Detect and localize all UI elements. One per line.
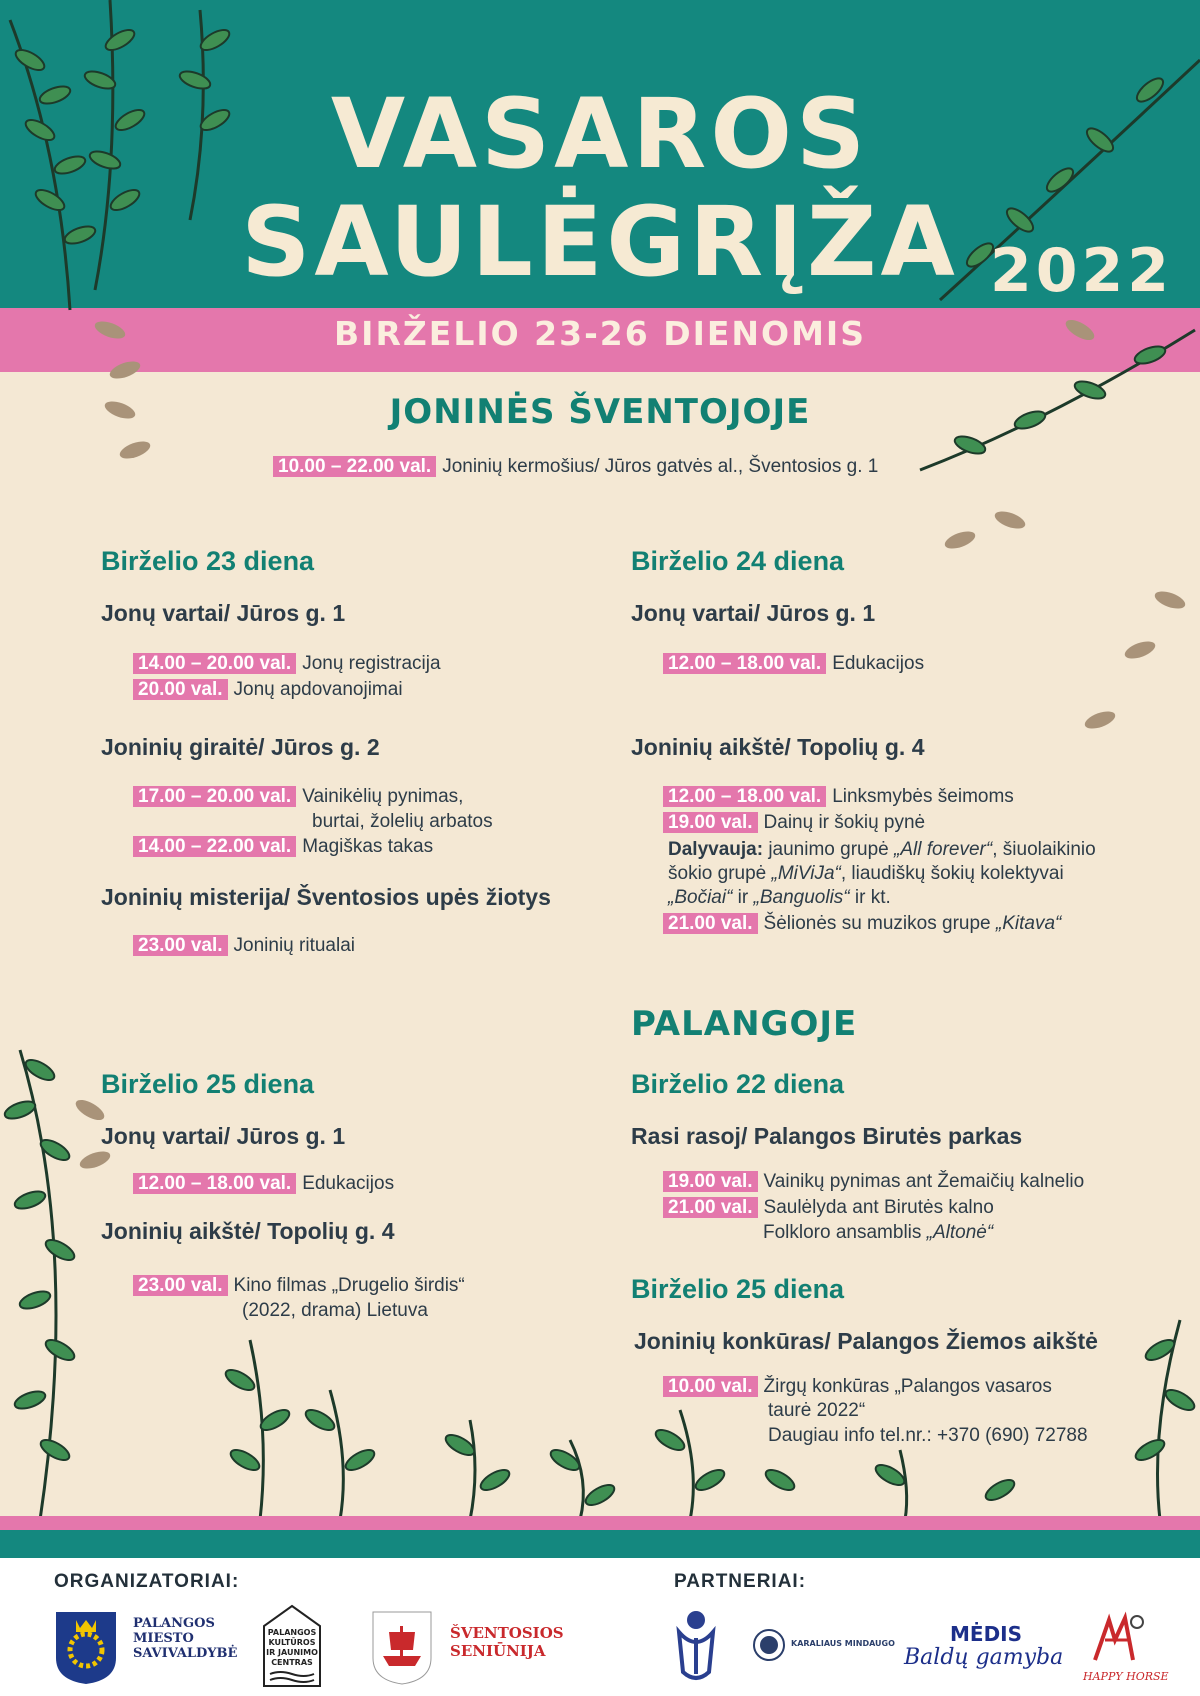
happy-horse-logo-icon <box>1085 1610 1155 1668</box>
org1-line: MIESTO <box>133 1631 194 1646</box>
palanga-day22-venue: Rasi rasoj/ Palangos Birutės parkas <box>631 1123 1023 1149</box>
event-text: Joninių ritualai <box>233 935 355 956</box>
time-badge: 12.00 – 18.00 val. <box>663 786 826 807</box>
time-badge: 21.00 val. <box>663 1197 758 1218</box>
heading-sventoji: JONINĖS ŠVENTOJOJE <box>389 392 811 432</box>
footer-strip-pink <box>0 1516 1200 1530</box>
time-badge: 14.00 – 22.00 val. <box>133 836 296 857</box>
event-text: Edukacijos <box>832 653 925 674</box>
participants-line-1 <box>668 837 1096 862</box>
karaliaus-mindaugo-seal-icon <box>752 1628 786 1662</box>
event-row <box>663 1374 1052 1399</box>
event-row <box>133 784 463 809</box>
event-text-cont <box>763 1220 993 1245</box>
day25-venue1: Jonų vartai/ Jūros g. 1 <box>101 1123 346 1149</box>
day23-title: Birželio 23 diena <box>101 546 315 576</box>
event-row <box>663 1169 1084 1194</box>
event-text-cont: taurė 2022“ <box>768 1400 866 1421</box>
participants-text: , liaudiškų šokių kolektyvai <box>840 863 1064 884</box>
event-text: Jonų apdovanojimai <box>233 679 403 700</box>
participants-line-2 <box>668 861 1064 886</box>
event-text: Jonų registracija <box>302 653 441 674</box>
event-row <box>133 651 441 676</box>
event-row <box>663 651 924 676</box>
day23-venue3: Joninių misterija/ Šventosios upės žiotys <box>101 884 551 910</box>
group-name: „Banguolis“ <box>753 887 850 908</box>
event-text-cont: (2022, drama) Lietuva <box>242 1300 428 1321</box>
day24-title: Birželio 24 diena <box>631 546 845 576</box>
organizers-label: ORGANIZATORIAI: <box>54 1571 240 1592</box>
time-badge: 10.00 val. <box>663 1376 758 1397</box>
day23-venue2: Joninių giraitė/ Jūros g. 2 <box>101 734 380 760</box>
participants-text: ir kt. <box>849 887 891 908</box>
group-name: „All forever“ <box>894 839 993 860</box>
org3-line: ŠVENTOSIOS <box>450 1624 564 1642</box>
sventoji-ship-coat-icon <box>371 1610 433 1686</box>
event-row <box>663 1195 994 1220</box>
participants-text: šokio grupė <box>668 863 772 884</box>
org1-logo-text <box>133 1616 237 1661</box>
group-name: „Bočiai“ <box>668 887 733 908</box>
fair-event <box>273 454 878 479</box>
time-badge: 12.00 – 18.00 val. <box>133 1173 296 1194</box>
org2-line: PALANGOS <box>267 1628 317 1637</box>
event-text: Saulėlyda ant Birutės kalno <box>763 1197 994 1218</box>
event-row <box>133 1273 465 1298</box>
palanga-day25-venue: Joninių konkūras/ Palangos Žiemos aikštė <box>634 1328 1098 1354</box>
group-name: „MiViJa“ <box>771 863 841 884</box>
title-line-2: SAULĖGRĮŽA <box>241 186 959 298</box>
org3-line: SENIŪNIJA <box>450 1642 546 1660</box>
medis-logo-text: MĖDIS <box>950 1622 1023 1646</box>
event-row <box>133 933 355 958</box>
time-badge: 10.00 – 22.00 val. <box>273 456 436 477</box>
event-text: Šėlionės su muzikos grupe <box>763 913 996 934</box>
partners-label: PARTNERIAI: <box>674 1571 807 1592</box>
org2-line: KULTŪROS <box>268 1638 316 1647</box>
day24-venue2: Joninių aikštė/ Topolių g. 4 <box>631 734 925 760</box>
time-badge: 12.00 – 18.00 val. <box>663 653 826 674</box>
day25-venue2: Joninių aikštė/ Topolių g. 4 <box>101 1218 395 1244</box>
time-badge: 19.00 val. <box>663 812 758 833</box>
org2-logo-text <box>264 1628 320 1668</box>
participants-text: jaunimo grupė <box>768 839 895 860</box>
event-text: Kino filmas „Drugelio širdis“ <box>233 1275 465 1296</box>
palanga-day22-title: Birželio 22 diena <box>631 1069 845 1099</box>
time-badge: 17.00 – 20.00 val. <box>133 786 296 807</box>
time-badge: 20.00 val. <box>133 679 228 700</box>
org2-line: IR JAUNIMO <box>266 1648 318 1657</box>
participants-text: , šiuolaikinio <box>992 839 1096 860</box>
day24-venue1: Jonų vartai/ Jūros g. 1 <box>631 600 876 626</box>
event-text: Edukacijos <box>302 1173 395 1194</box>
participants-line-3 <box>668 885 891 910</box>
event-row <box>663 810 925 835</box>
happy-horse-text: HAPPY HORSE <box>1083 1670 1169 1683</box>
org1-line: PALANGOS <box>133 1616 215 1631</box>
band-name: „Kitava“ <box>995 913 1062 934</box>
org3-logo-text <box>450 1624 564 1660</box>
participants-label: Dalyvauja: <box>668 839 764 860</box>
palanga-day25-title: Birželio 25 diena <box>631 1274 845 1304</box>
time-badge: 23.00 val. <box>133 1275 228 1296</box>
event-text: Vainikėlių pynimas, <box>302 786 464 807</box>
event-text: Joninių kermošius/ Jūros gatvės al., Šventosios g. 1 <box>442 456 879 477</box>
partner2-logo-text: KARALIAUS MINDAUGO <box>791 1639 895 1648</box>
event-row <box>133 834 433 859</box>
event-text: Magiškas takas <box>302 836 434 857</box>
dates-banner: BIRŽELIO 23-26 DIENOMIS <box>334 314 866 353</box>
ensemble-name: „Altonė“ <box>926 1222 994 1243</box>
participants-text: ir <box>732 887 754 908</box>
event-text: Folkloro ansamblis <box>763 1222 927 1243</box>
time-badge: 19.00 val. <box>663 1171 758 1192</box>
event-text: Žirgų konkūras „Palangos vasaros <box>763 1376 1052 1397</box>
year: 2022 <box>990 236 1173 306</box>
event-text: Linksmybės šeimoms <box>832 786 1014 807</box>
time-badge: 23.00 val. <box>133 935 228 956</box>
time-badge: 21.00 val. <box>663 913 758 934</box>
org2-line: CENTRAS <box>271 1658 313 1667</box>
footer-strip-teal <box>0 1530 1200 1558</box>
day25-title: Birželio 25 diena <box>101 1069 315 1099</box>
heading-palanga: PALANGOJE <box>631 1004 858 1044</box>
lyre-logo-icon <box>671 1608 721 1688</box>
title-line-1: VASAROS <box>330 78 870 190</box>
event-row <box>663 911 1061 936</box>
baldu-gamyba-text: Baldų gamyba <box>904 1645 1064 1670</box>
event-text: Dainų ir šokių pynė <box>763 812 926 833</box>
time-badge: 14.00 – 20.00 val. <box>133 653 296 674</box>
day23-venue1: Jonų vartai/ Jūros g. 1 <box>101 600 346 626</box>
event-row <box>133 1171 394 1196</box>
event-text-cont: burtai, žolelių arbatos <box>312 811 493 832</box>
event-row <box>663 784 1014 809</box>
org1-line: SAVIVALDYBĖ <box>133 1646 238 1661</box>
event-text: Vainikų pynimas ant Žemaičių kalnelio <box>763 1171 1085 1192</box>
palanga-coat-of-arms-icon <box>54 1610 118 1686</box>
contact-info: Daugiau info tel.nr.: +370 (690) 72788 <box>768 1425 1088 1446</box>
event-row <box>133 677 403 702</box>
